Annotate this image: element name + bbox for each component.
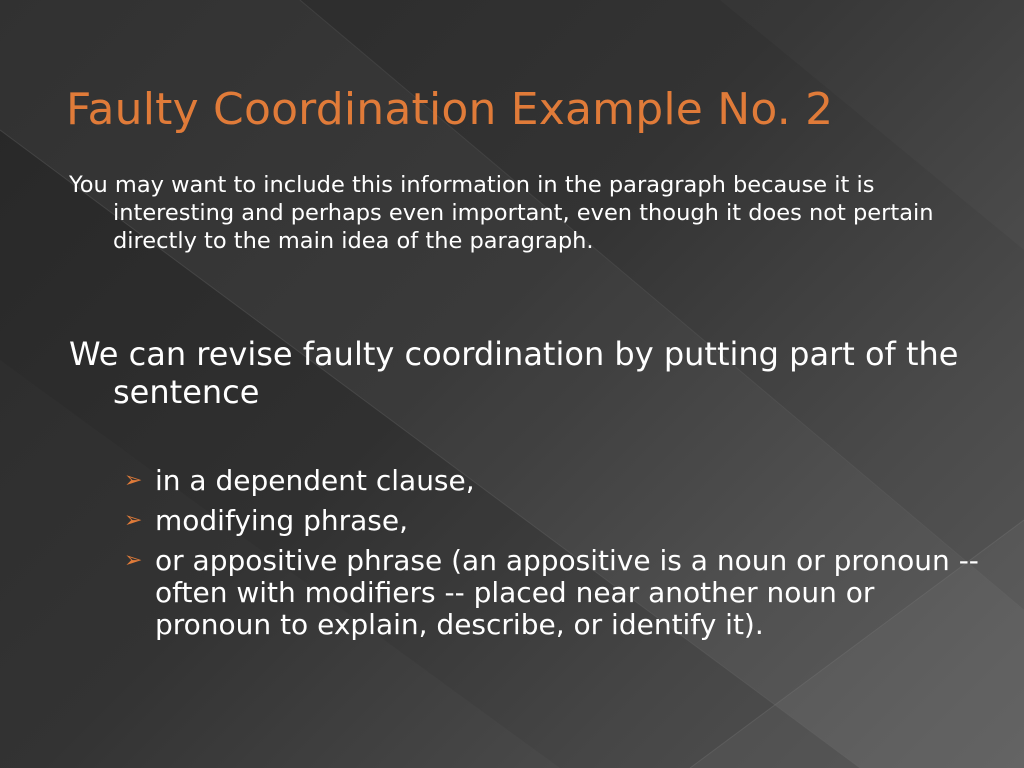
bullet-text: in a dependent clause, [155,464,475,497]
bullet-item-appositive-phrase [124,545,984,641]
chevron-arrow-icon: ➢ [124,468,143,493]
intro-paragraph: You may want to include this information in the paragraph because it is interesting and perhaps even important, even though it does not pertain directly to the main idea of the paragraph. [69,172,934,254]
bullet-list [124,465,984,649]
bullet-item-modifying-phrase [124,505,984,537]
bullet-text: modifying phrase, [155,504,408,537]
slide-title: Faulty Coordination Example No. 2 [66,84,834,135]
chevron-arrow-icon: ➢ [124,508,143,533]
main-point-text: We can revise faulty coordination by putting part of the sentence [69,335,959,411]
chevron-arrow-icon: ➢ [124,548,143,573]
bullet-text: or appositive phrase (an appositive is a noun or pronoun -- often with modifiers -- placed near another noun or pronoun to explain, describe, or identify it). [155,544,979,641]
bullet-item-dependent-clause [124,465,984,497]
